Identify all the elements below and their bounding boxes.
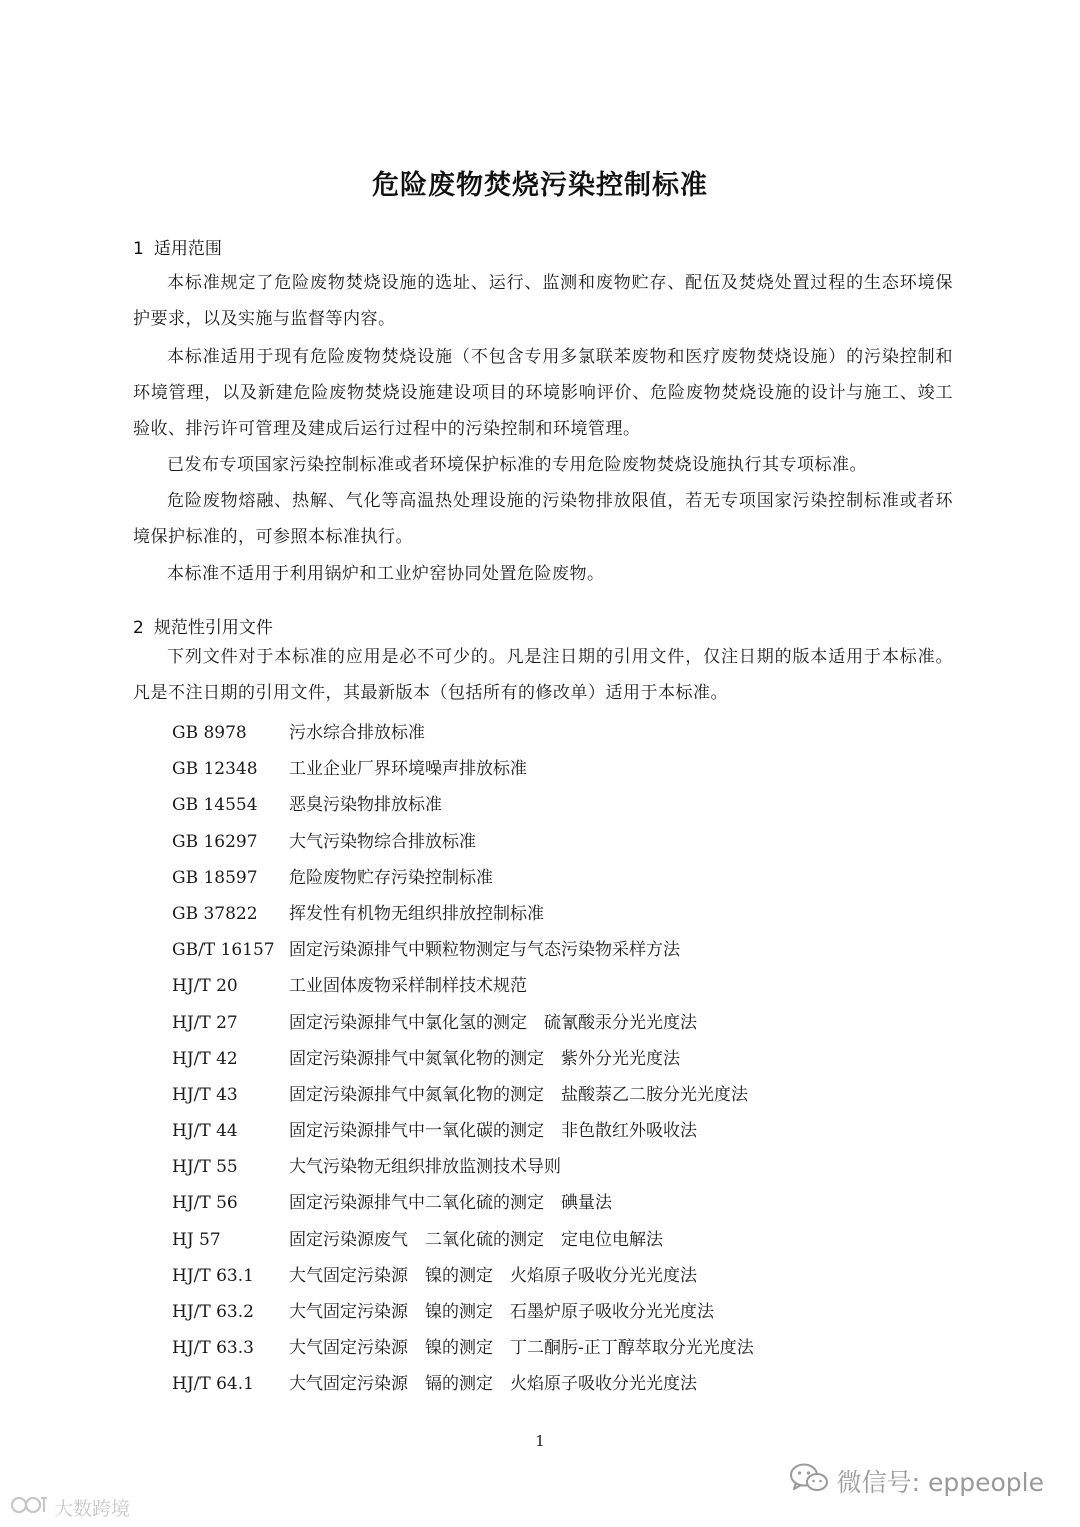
paragraph: 本标准不适用于利用锅炉和工业炉窑协同处置危险废物。 <box>167 564 605 584</box>
reference-code: GB 16297 <box>172 831 258 852</box>
reference-code: HJ/T 43 <box>172 1084 238 1105</box>
reference-title: 大气固定污染源 镍的测定 石墨炉原子吸收分光光度法 <box>289 1302 714 1322</box>
reference-code: GB 12348 <box>172 759 258 780</box>
reference-item <box>172 1041 932 1077</box>
reference-item <box>172 896 932 932</box>
reference-title: 固定污染源排气中二氧化硫的测定 碘量法 <box>289 1193 612 1214</box>
reference-title: 工业企业厂界环境噪声排放标准 <box>289 759 527 780</box>
section-number: 1 <box>133 239 144 259</box>
reference-code: HJ/T 55 <box>172 1157 238 1178</box>
section-title: 规范性引用文件 <box>153 618 273 638</box>
reference-item <box>172 1185 932 1221</box>
reference-title: 大气污染物综合排放标准 <box>289 831 476 852</box>
wechat-id-text: 微信号: eppeople <box>836 1468 1044 1497</box>
reference-item <box>172 932 932 968</box>
page-number: 1 <box>535 1432 545 1450</box>
reference-title: 大气固定污染源 镍的测定 丁二酮肟-正丁醇萃取分光光度法 <box>289 1338 754 1359</box>
reference-item <box>172 824 932 860</box>
reference-code: GB 18597 <box>172 867 258 888</box>
reference-title: 固定污染源排气中氮氧化物的测定 紫外分光光度法 <box>289 1048 680 1069</box>
reference-code: GB/T 16157 <box>172 940 275 961</box>
reference-code: HJ/T 63.3 <box>172 1338 254 1359</box>
brand-watermark <box>10 1494 130 1521</box>
reference-title: 污水综合排放标准 <box>289 723 425 743</box>
reference-code: HJ/T 42 <box>172 1048 238 1069</box>
reference-title: 大气固定污染源 镉的测定 火焰原子吸收分光光度法 <box>289 1374 697 1395</box>
reference-item <box>172 787 932 823</box>
reference-item <box>172 1330 932 1366</box>
wechat-icon <box>789 1462 837 1500</box>
reference-title: 大气污染物无组织排放监测技术导则 <box>289 1157 561 1178</box>
paragraph: 本标准规定了危险废物焚烧设施的选址、运行、监测和废物贮存、配伍及焚烧处置过程的生态环境保护要求，以及实施与监督等内容。 <box>133 273 953 329</box>
reference-item <box>172 751 932 787</box>
brand-logo-icon <box>10 1494 54 1521</box>
reference-item <box>172 1366 932 1402</box>
section-title: 适用范围 <box>153 239 222 259</box>
paragraph: 下列文件对于本标准的应用是必不可少的。凡是注日期的引用文件，仅注日期的版本适用于本标准。凡是不注日期的引用文件，其最新版本（包括所有的修改单）适用于本标准。 <box>133 647 953 703</box>
reference-item <box>172 1222 932 1258</box>
reference-item <box>172 1294 932 1330</box>
reference-code: GB 14554 <box>172 795 258 816</box>
reference-item <box>172 1149 932 1185</box>
reference-item <box>172 968 932 1004</box>
reference-code: HJ/T 27 <box>172 1012 238 1033</box>
document-title: 危险废物焚烧污染控制标准 <box>372 170 708 201</box>
reference-code: GB 37822 <box>172 903 258 924</box>
paragraph: 本标准适用于现有危险废物焚烧设施（不包含专用多氯联苯废物和医疗废物焚烧设施）的污染控制和环境管理，以及新建危险废物焚烧设施建设项目的环境影响评价、危险废物焚烧设施的设计与施工、竣工验收、排污许可管理及建成后运行过程中的污染控制和环境管理。 <box>133 347 953 439</box>
section-1-heading <box>133 234 222 259</box>
reference-item <box>172 1258 932 1294</box>
section-2-heading <box>133 613 273 638</box>
reference-item <box>172 1077 932 1113</box>
reference-title: 固定污染源废气 二氧化硫的测定 定电位电解法 <box>289 1229 663 1250</box>
reference-code: HJ/T 44 <box>172 1121 238 1142</box>
reference-title: 危险废物贮存污染控制标准 <box>289 867 493 888</box>
reference-item <box>172 1005 932 1041</box>
reference-title: 固定污染源排气中一氧化碳的测定 非色散红外吸收法 <box>289 1121 697 1142</box>
reference-code: HJ/T 64.1 <box>172 1374 254 1395</box>
reference-code: HJ/T 56 <box>172 1193 238 1214</box>
reference-list <box>172 715 932 1403</box>
reference-code: HJ/T 63.2 <box>172 1302 254 1322</box>
reference-title: 固定污染源排气中颗粒物测定与气态污染物采样方法 <box>289 940 680 961</box>
reference-title: 固定污染源排气中氯化氢的测定 硫氰酸汞分光光度法 <box>289 1012 697 1033</box>
paragraph: 危险废物熔融、热解、气化等高温热处理设施的污染物排放限值，若无专项国家污染控制标准或者环境保护标准的，可参照本标准执行。 <box>133 491 953 547</box>
reference-item <box>172 715 932 751</box>
reference-title: 工业固体废物采样制样技术规范 <box>289 976 527 997</box>
reference-code: HJ/T 20 <box>172 976 238 997</box>
reference-code: HJ 57 <box>172 1229 221 1250</box>
paragraph: 已发布专项国家污染控制标准或者环境保护标准的专用危险废物焚烧设施执行其专项标准。 <box>167 455 867 475</box>
brand-watermark-text: 大数跨境 <box>54 1498 131 1520</box>
reference-item <box>172 860 932 896</box>
reference-item <box>172 1113 932 1149</box>
reference-title: 挥发性有机物无组织排放控制标准 <box>289 903 544 924</box>
reference-title: 大气固定污染源 镍的测定 火焰原子吸收分光光度法 <box>289 1265 697 1286</box>
reference-code: HJ/T 63.1 <box>172 1265 254 1286</box>
reference-title: 恶臭污染物排放标准 <box>289 795 442 816</box>
reference-title: 固定污染源排气中氮氧化物的测定 盐酸萘乙二胺分光光度法 <box>289 1084 748 1105</box>
section-number: 2 <box>133 618 144 638</box>
reference-code: GB 8978 <box>172 723 247 743</box>
wechat-watermark <box>789 1462 1044 1500</box>
